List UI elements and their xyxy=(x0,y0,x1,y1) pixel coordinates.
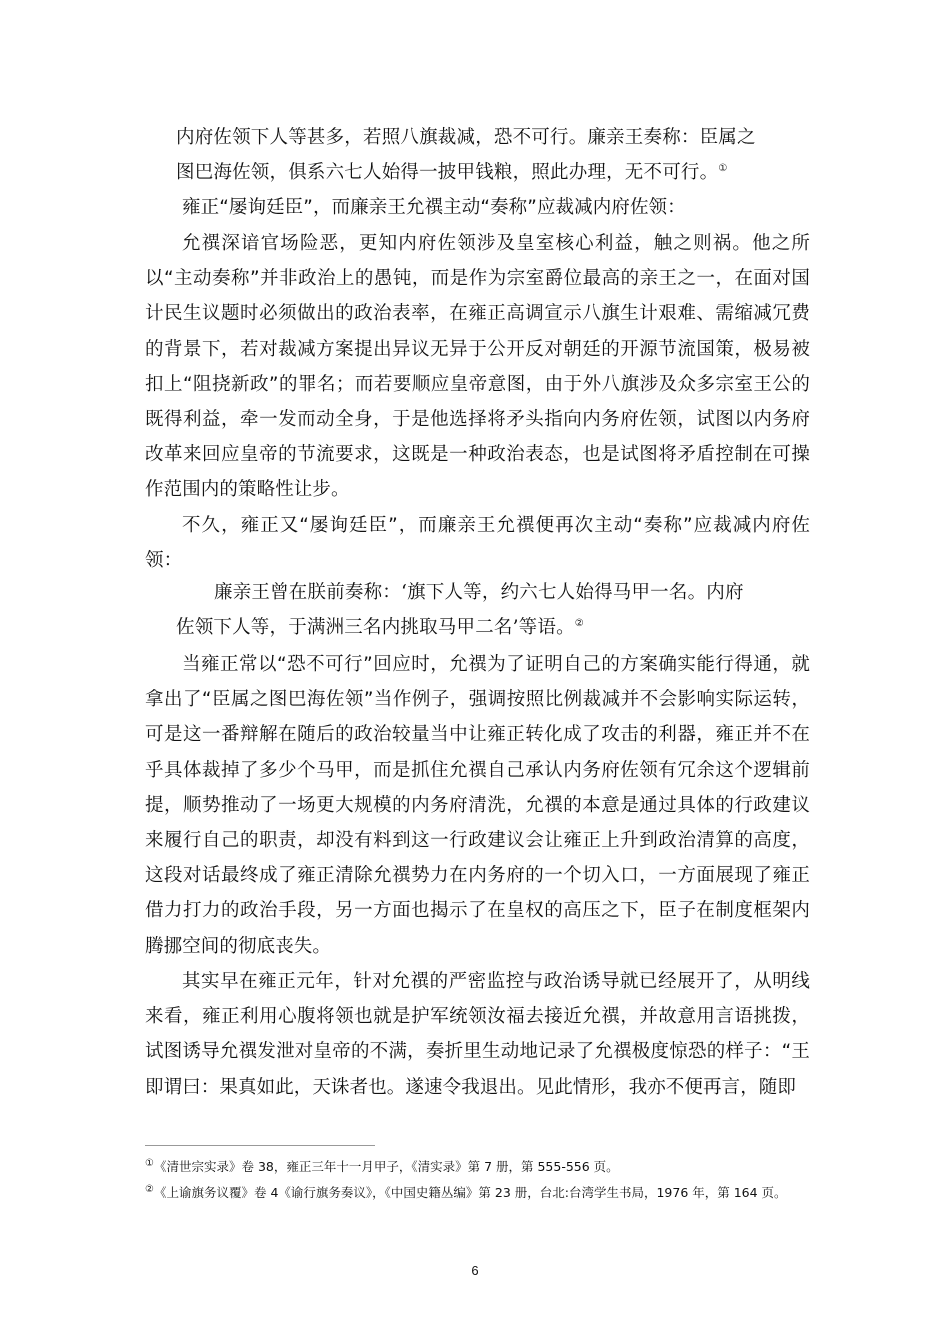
page-number: 6 xyxy=(471,1263,479,1278)
footnote-ref-1[interactable]: ① xyxy=(718,162,728,174)
footnote-text: 《上谕旗务议覆》卷 4《谕行旗务奏议》，《中国史籍丛编》第 23 册，台北:台湾学生书局，1976 年，第 164 页。 xyxy=(153,1185,787,1200)
footnote-mark: ② xyxy=(145,1183,154,1195)
paragraph: 其实早在雍正元年，针对允禩的严密监控与政治诱导就已经展开了，从明线来看，雍正利用心腹将领也就是护军统领汝福去接近允禩，并故意用言语挑拨，试图诱导允禩发泄对皇帝的不满，奏折里生动地记录了允禩极度惊恐的样子：“王即谓曰：果真如此，天诛者也。遂速令我退出。见此情形，我亦不便再言，随即 xyxy=(145,971,810,1098)
paragraph: 允禩深谙官场险恶，更知内府佐领涉及皇室核心利益，触之则祸。他之所以“主动奏称”并非政治上的愚钝，而是作为宗室爵位最高的亲王之一，在面对国计民生议题时必须做出的政治表率，在雍正高调宣示八旗生计艰难、需缩减冗费的背景下，若对裁减方案提出异议无异于公开反对朝廷的开源节流国策，极易被扣上“阻挠新政”的罪名；而若要顺应皇帝意图，由于外八旗涉及众多宗室王公的既得利益，牵一发而动全身，于是他选择将矛头指向内务府佐领，试图以内务府改革来回应皇帝的节流要求，这既是一种政治表态，也是试图将矛盾控制在可操作范围内的策略性让步。 xyxy=(145,233,810,501)
paragraph: 不久，雍正又“屡询廷臣”，而廉亲王允禩便再次主动“奏称”应裁减内府佐领： xyxy=(145,515,810,572)
paragraph: 当雍正常以“恐不可行”回应时，允禩为了证明自己的方案确实能行得通，就拿出了“臣属之图巴海佐领”当作例子，强调按照比例裁减并不会影响实际运转，可是这一番辩解在随后的政治较量当中让雍正转化成了攻击的利器，雍正并不在乎具体裁掉了多少个马甲，而是抓住允禩自己承认内务府佐领有冗余这个逻辑前提，顺势推动了一场更大规模的内务府清洗，允禩的本意是通过具体的行政建议来履行自己的职责，却没有料到这一行政建议会让雍正上升到政治清算的高度，这段对话最终成了雍正清除允禩势力在内务府的一个切入口，一方面展现了雍正借力打力的政治手段，另一方面也揭示了在皇权的高压之下，臣子在制度框架内腾挪空间的彻底丧失。 xyxy=(145,654,810,957)
quote-text: 图巴海佐领，俱系六七人始得一披甲钱粮，照此办理，无不可行。 xyxy=(176,162,719,183)
footnote-text: 《清世宗实录》卷 38，雍正三年十一月甲子，《清实录》第 7 册，第 555-556 页。 xyxy=(153,1159,619,1174)
quote-line xyxy=(176,610,794,645)
quote-line: 廉亲王曾在朕前奏称：‘旗下人等，约六七人始得马甲一名。内府 xyxy=(214,582,744,603)
quote-line xyxy=(176,155,786,190)
footnote-ref-2[interactable]: ② xyxy=(574,617,584,629)
quote-text: 佐领下人等，于满洲三名内挑取马甲二名’等语。 xyxy=(176,617,575,638)
footnote-2 xyxy=(145,1182,810,1204)
block-quote-1 xyxy=(176,120,786,190)
block-quote-2 xyxy=(176,575,794,645)
quote-line: 内府佐领下人等甚多，若照八旗裁减，恐不可行。廉亲王奏称：臣属之 xyxy=(176,127,756,148)
footnote-mark: ① xyxy=(145,1157,154,1169)
footnote-separator xyxy=(145,1145,375,1146)
footnote-1 xyxy=(145,1156,810,1178)
paragraph: 雍正“屡询廷臣”，而廉亲王允禩主动“奏称”应裁减内府佐领： xyxy=(182,197,686,218)
